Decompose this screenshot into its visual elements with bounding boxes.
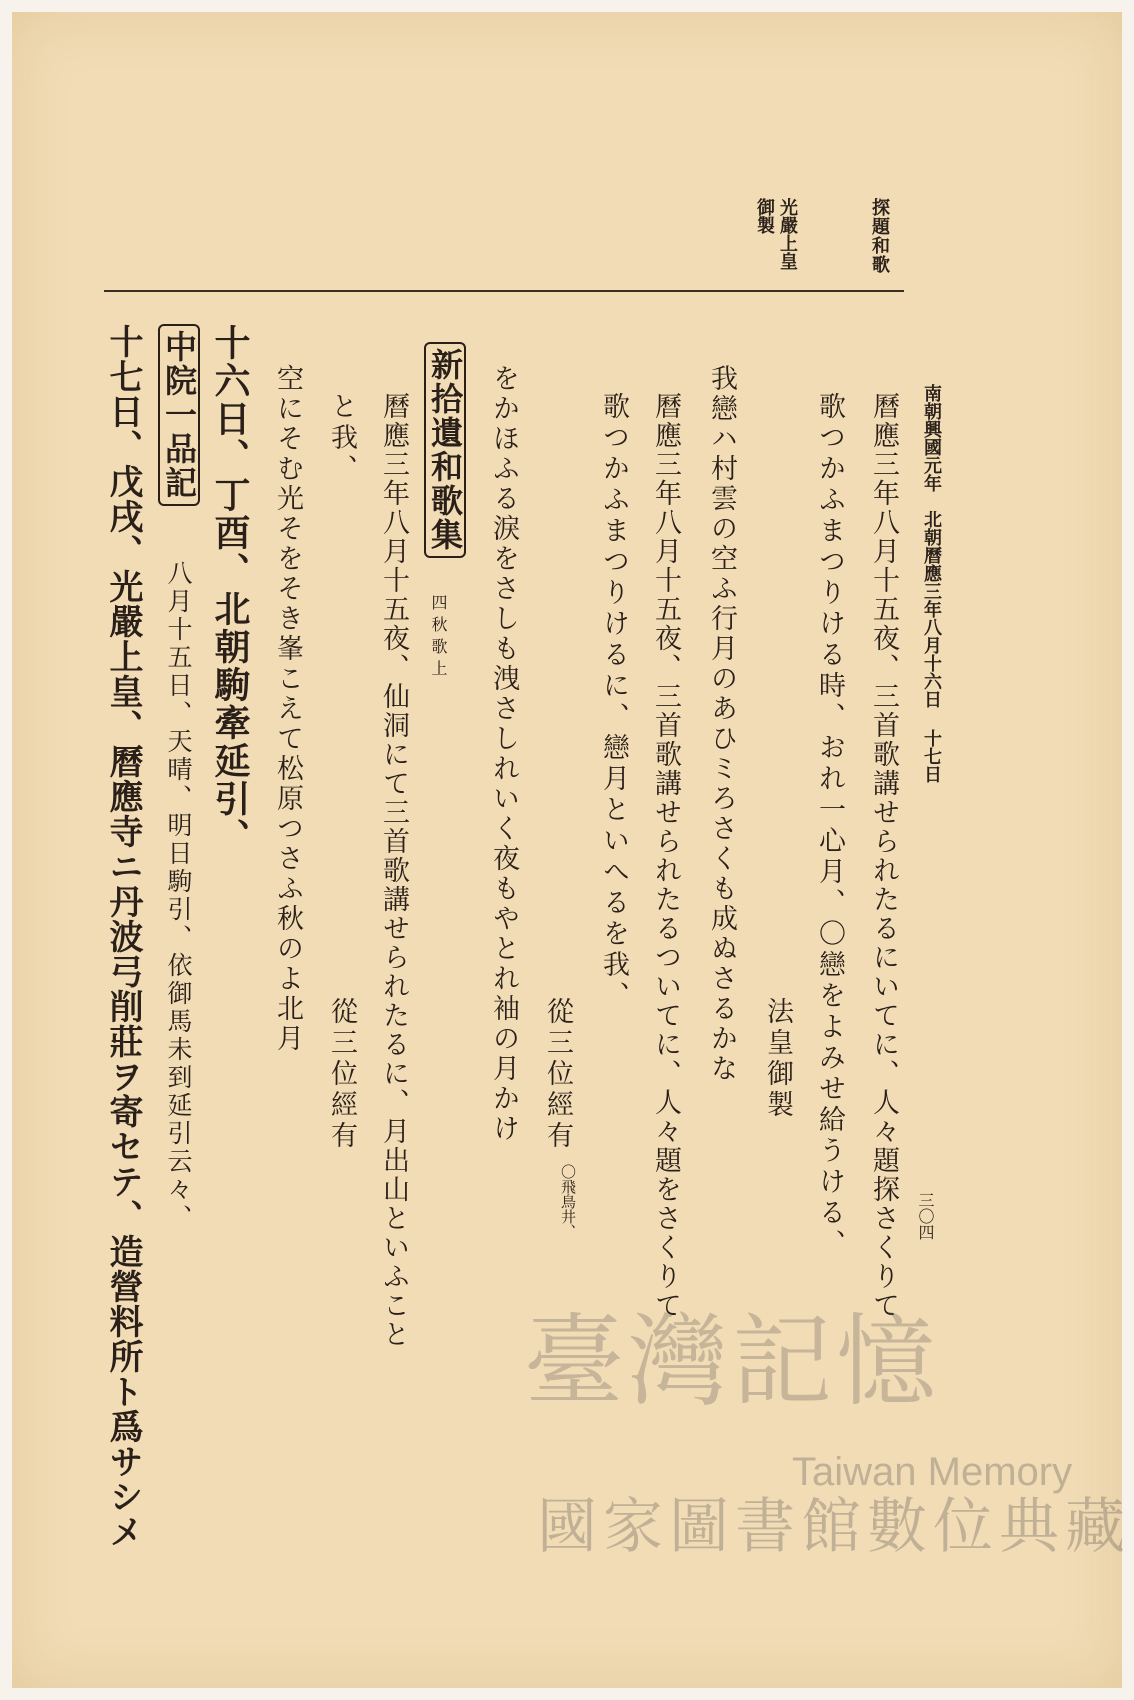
text-column: 曆應三年八月十五夜、三首歌講せられたるにいてに、人々題探さくりて xyxy=(868,392,899,1320)
header-rule xyxy=(104,290,904,292)
text-column: 歌つかふまつりけるに、戀月といへるを我、 xyxy=(598,392,629,1012)
source-title: 新拾遺和歌集 xyxy=(424,342,466,558)
attribution: 法皇御製 xyxy=(762,997,793,1121)
era-line: 南朝興國元年 北朝曆應三年八月十六日 十七日 xyxy=(921,384,942,783)
watermark-logo: 臺灣記憶 xyxy=(524,1303,940,1420)
poem-line: 空にそむ光そをそき峯こえて松原つさふ秋のよ北月 xyxy=(272,364,303,1054)
source-title: 中院一品記 xyxy=(158,324,200,506)
source-note: 四秋歌上 xyxy=(429,594,448,682)
poem-line: をかほふる淚をさしも洩さしれいく夜もやとれ袖の月かけ xyxy=(488,364,519,1144)
entry-heading: 十六日、丁酉、北朝駒牽延引、 xyxy=(209,324,251,856)
attribution-note: 〇飛鳥井、 xyxy=(559,1164,577,1239)
author-title-suffix: 御製 xyxy=(754,198,775,234)
text-column: 歌つかふまつりける時、おれ一心月、〇戀をよみせ給うける、 xyxy=(814,392,845,1260)
attribution: 從三位經有 xyxy=(542,997,573,1152)
author-title: 光嚴上皇 xyxy=(777,198,798,270)
attribution: 從三位經有 xyxy=(326,997,357,1152)
source-text: 八月十五日、天晴、明日駒引、依御馬未到延引云々、 xyxy=(164,560,193,1232)
text-column: 曆應三年八月十五夜、三首歌講せられたるついてに、人々題をさくりて xyxy=(650,392,681,1320)
watermark-library: 國家圖書館數位典藏 xyxy=(537,1492,1131,1562)
section-title: 探題和歌 xyxy=(869,198,890,274)
watermark-english: Taiwan Memory xyxy=(792,1450,1073,1494)
page-number: 三〇四 xyxy=(916,1192,935,1240)
text-column: と我、 xyxy=(326,392,357,485)
text-column: 曆應三年八月十五夜、仙洞にて三首歌講せられたるに、月出山といふこと xyxy=(378,392,409,1349)
document-page xyxy=(12,12,1131,1688)
entry-heading: 十七日、戊戌、光嚴上皇、曆應寺ニ丹波弓削莊ヲ寄セテ、造營料所ト爲サシメ xyxy=(103,324,143,1549)
poem-line: 我戀ハ村雲の空ふ行月のあひミろさくも成ぬさるかな xyxy=(706,364,737,1084)
